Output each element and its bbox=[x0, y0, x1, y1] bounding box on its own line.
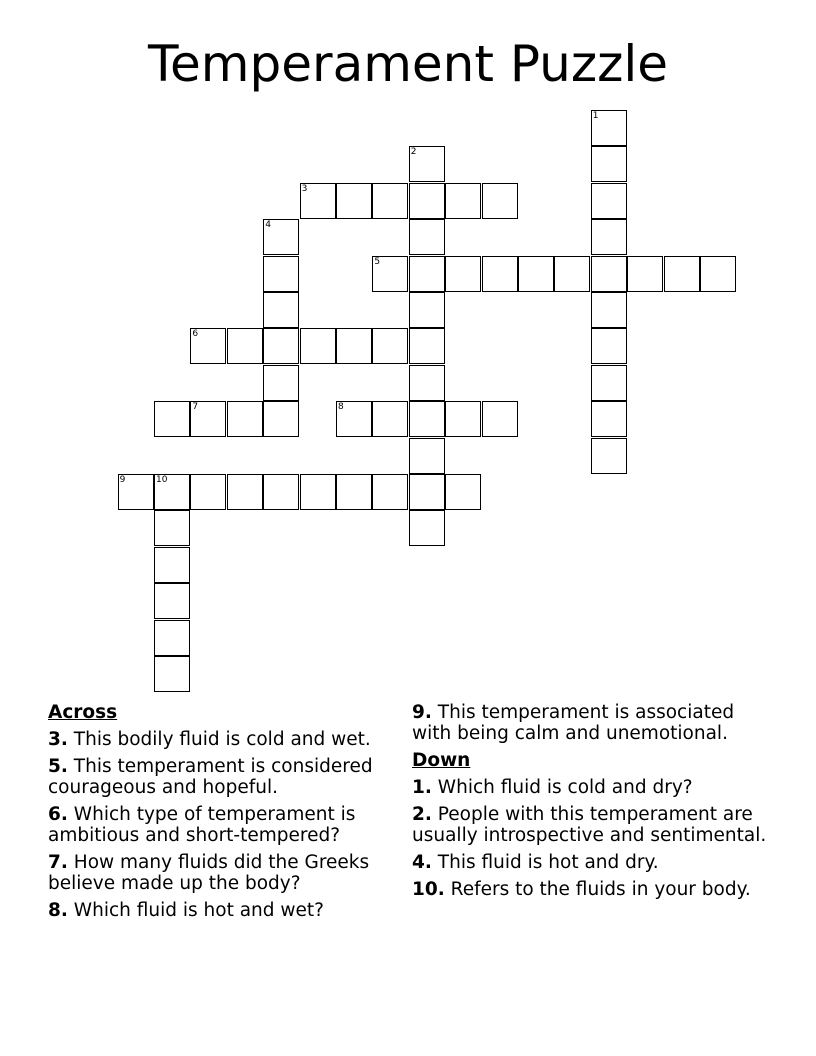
grid-cell[interactable] bbox=[263, 365, 299, 401]
grid-cell[interactable] bbox=[263, 219, 299, 255]
grid-cell[interactable] bbox=[409, 292, 445, 328]
grid-cell[interactable] bbox=[336, 183, 372, 219]
grid-cell[interactable] bbox=[336, 401, 372, 437]
clue-across-7: 7. How many fluids did the Greeks believe made up the body? bbox=[48, 852, 370, 894]
grid-cell[interactable] bbox=[154, 510, 190, 546]
grid-cell[interactable] bbox=[336, 474, 372, 510]
grid-cell[interactable] bbox=[227, 474, 263, 510]
grid-cell[interactable] bbox=[482, 256, 518, 292]
grid-cell[interactable] bbox=[118, 474, 154, 510]
grid-cell[interactable] bbox=[445, 183, 481, 219]
grid-cell[interactable] bbox=[409, 146, 445, 182]
clue-number: 4 bbox=[265, 220, 271, 231]
grid-cell[interactable] bbox=[409, 438, 445, 474]
clue-down-2: 2. People with this temperament are usually introspective and sentimental. bbox=[412, 804, 767, 846]
grid-cell[interactable] bbox=[372, 328, 408, 364]
clue-number: 5 bbox=[374, 256, 381, 267]
clue-number: 1 bbox=[592, 111, 599, 121]
grid-cell[interactable] bbox=[372, 474, 408, 510]
grid-cell[interactable] bbox=[664, 256, 700, 292]
clue-across-3: 3. This bodily fluid is cold and wet. bbox=[48, 729, 371, 750]
grid-cell[interactable] bbox=[409, 401, 445, 437]
grid-cell[interactable] bbox=[372, 401, 408, 437]
grid-cell[interactable] bbox=[409, 474, 445, 510]
grid-cell[interactable] bbox=[445, 401, 481, 437]
clue-down-1: 1. Which fluid is cold and dry? bbox=[412, 777, 693, 798]
grid-cell[interactable] bbox=[409, 365, 445, 401]
grid-cell[interactable] bbox=[190, 401, 226, 437]
clue-number: 8 bbox=[338, 402, 344, 413]
grid-cell[interactable] bbox=[445, 256, 481, 292]
grid-cell[interactable] bbox=[482, 183, 518, 219]
grid-cell[interactable] bbox=[336, 328, 372, 364]
grid-cell[interactable] bbox=[518, 256, 554, 292]
grid-cell[interactable] bbox=[591, 292, 627, 328]
clue-number: 7 bbox=[192, 402, 199, 413]
grid-cell[interactable] bbox=[591, 219, 627, 255]
grid-cell[interactable] bbox=[409, 510, 445, 546]
grid-cell[interactable] bbox=[372, 256, 408, 292]
clue-down-4: 4. This fluid is hot and dry. bbox=[412, 852, 659, 873]
grid-cell[interactable] bbox=[554, 256, 590, 292]
puzzle-title: Temperament Puzzle bbox=[148, 35, 668, 93]
grid-cell[interactable] bbox=[263, 328, 299, 364]
grid-cell[interactable] bbox=[591, 146, 627, 182]
grid-cell[interactable] bbox=[154, 656, 190, 692]
grid-cell[interactable] bbox=[154, 401, 190, 437]
grid-cell[interactable] bbox=[300, 183, 336, 219]
grid-cell[interactable] bbox=[190, 474, 226, 510]
grid-cell[interactable] bbox=[263, 256, 299, 292]
clue-across-5: 5. This temperament is considered courageous and hopeful. bbox=[48, 756, 373, 798]
clue-number: 10 bbox=[156, 475, 168, 485]
grid-cell[interactable] bbox=[409, 256, 445, 292]
clue-across-9: 9. This temperament is associated with being calm and unemotional. bbox=[412, 702, 735, 744]
grid-cell[interactable] bbox=[372, 183, 408, 219]
clue-number: 6 bbox=[192, 329, 199, 340]
grid-cell[interactable] bbox=[263, 401, 299, 437]
grid-cell[interactable] bbox=[263, 292, 299, 328]
grid-cell[interactable] bbox=[591, 365, 627, 401]
grid-cell[interactable] bbox=[482, 401, 518, 437]
grid-cell[interactable] bbox=[409, 328, 445, 364]
clue-number: 3 bbox=[301, 183, 308, 194]
grid-cell[interactable] bbox=[409, 219, 445, 255]
grid-cell[interactable] bbox=[445, 474, 481, 510]
grid-cell[interactable] bbox=[154, 620, 190, 656]
grid-cell[interactable] bbox=[409, 183, 445, 219]
clue-across-6: 6. Which type of temperament is ambitious and short-tempered? bbox=[48, 804, 356, 846]
grid-cell[interactable] bbox=[591, 256, 627, 292]
clue-across-8: 8. Which fluid is hot and wet? bbox=[48, 900, 324, 921]
grid-cell[interactable] bbox=[300, 474, 336, 510]
grid-cell[interactable] bbox=[154, 583, 190, 619]
grid-cell[interactable] bbox=[227, 401, 263, 437]
clues-left-column bbox=[48, 702, 403, 927]
clue-number: 9 bbox=[119, 475, 126, 485]
grid-cell[interactable] bbox=[591, 183, 627, 219]
grid-cell[interactable] bbox=[700, 256, 736, 292]
clue-number: 2 bbox=[410, 147, 417, 158]
grid-cell[interactable] bbox=[154, 547, 190, 583]
grid-cell[interactable] bbox=[591, 438, 627, 474]
across-heading: Across bbox=[48, 702, 118, 723]
grid-cell[interactable] bbox=[300, 328, 336, 364]
grid-cell[interactable] bbox=[591, 401, 627, 437]
grid-cell[interactable] bbox=[263, 474, 299, 510]
clues-right-column bbox=[412, 702, 767, 906]
grid-cell[interactable] bbox=[591, 328, 627, 364]
grid-cell[interactable] bbox=[627, 256, 663, 292]
grid-cell[interactable] bbox=[227, 328, 263, 364]
grid-cell[interactable] bbox=[190, 328, 226, 364]
clue-down-10: 10. Refers to the fluids in your body. bbox=[412, 879, 751, 900]
down-heading: Down bbox=[412, 750, 471, 771]
grid-cell[interactable] bbox=[154, 474, 190, 510]
grid-cell[interactable] bbox=[591, 110, 627, 146]
